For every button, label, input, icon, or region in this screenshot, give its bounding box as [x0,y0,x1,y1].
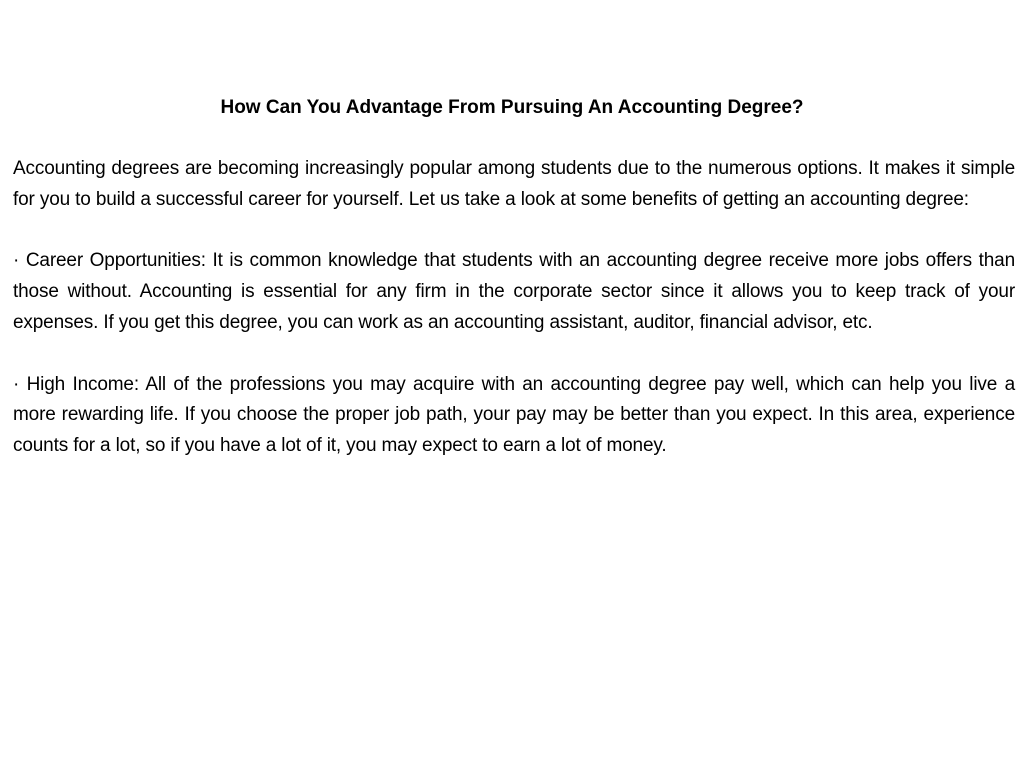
document-title: How Can You Advantage From Pursuing An Accounting Degree? [220,97,804,118]
high-income-paragraph: · High Income: All of the professions you may acquire with an accounting degree pay well, which can help you live a more rewarding life. If you choose the proper job path, your pay may be better than you expect. In this area, experience counts for a lot, so if you have a lot of it, you may expect to earn a lot of money. [13,373,1015,456]
document-body [13,154,1015,493]
career-opportunities-paragraph: · Career Opportunities: It is common knowledge that students with an accounting degree receive more jobs offers than those without. Accounting is essential for any firm in the corporate sector since it allows you to keep track of your expenses. If you get this degree, you can work as an accounting assistant, auditor, financial advisor, etc. [13,250,1015,333]
intro-paragraph: Accounting degrees are becoming increasingly popular among students due to the numerous options. It makes it simple for you to build a successful career for yourself. Let us take a look at some benefits of getting an accounting degree: [13,158,1015,210]
